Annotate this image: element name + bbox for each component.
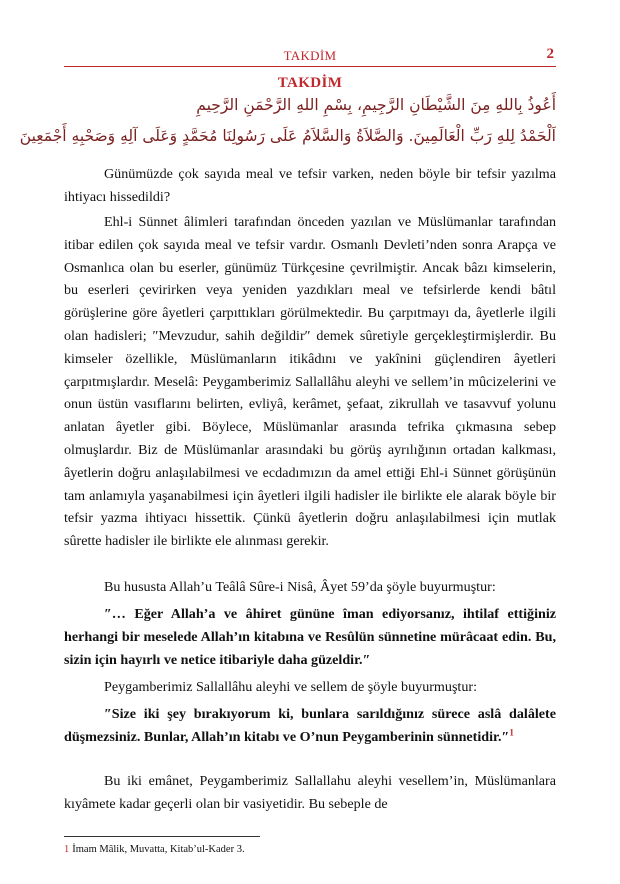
hadith-quote-text: ″Size iki şey bırakıyorum ki, bunlara sarıldığınız sürece aslâ dalâlete düşmezsiniz. Bunlar, Allah’ın kitabı ve O’nun Peygamberinin sünnetidir.″ [64, 706, 556, 745]
body-paragraph-3-text: Peygamberimiz Sallallâhu aleyhi ve sellem de şöyle buyurmuştur: [104, 679, 478, 695]
header-rule [64, 66, 556, 67]
arabic-invocation-line-1: أَعُوذُ بِاللهِ مِنَ الشَّيْطَانِ الرَّجِيمِ، بِسْمِ اللهِ الرَّحْمَنِ الرَّحِيمِ [196, 96, 556, 114]
body-paragraph-2 [64, 576, 556, 599]
footnote-reference[interactable]: 1 [509, 727, 514, 738]
footnote-text: İmam Mâlik, Muvatta, Kitab’ul-Kader 3. [72, 844, 245, 855]
body-paragraph-4 [64, 770, 556, 816]
footnote-number: 1 [64, 844, 70, 855]
hadith-quote [64, 703, 556, 749]
intro-question-paragraph [64, 163, 556, 209]
body-paragraph-1 [64, 211, 556, 553]
arabic-invocation-line-2: اَلْحَمْدُ لِلهِ رَبِّ الْعَالَمِينَ. وَالصَّلاَةُ وَالسَّلاَمُ عَلَى رَسُولِنَا مُحَمَّدٍ وَعَلَى آلِهِ وَصَحْبِهِ أَجْمَعِينَ [19, 127, 556, 145]
footnote [64, 843, 556, 857]
quranic-verse-text: ″… Eğer Allah’a ve âhiret gününe îman ediyorsanız, ihtilaf ettiğiniz herhangi bir meselede Allah’ın kitabına ve Resûlün sünnetine mürâcaat edin. Bu, sizin için hayırlı ve netice itibariyle daha güzeldir.″ [64, 606, 556, 668]
running-header [64, 47, 556, 67]
running-header-title: TAKDİM [283, 48, 337, 63]
page-number: 2 [546, 46, 554, 62]
body-paragraph-2-text: Bu hususta Allah’u Teâlâ Sûre-i Nisâ, Âyet 59’da şöyle buyurmuştur: [104, 579, 496, 595]
section-title: TAKDİM [277, 75, 343, 91]
footnote-rule [64, 836, 260, 837]
body-paragraph-4-text: Bu iki emânet, Peygamberimiz Sallallahu aleyhi vesellem’in, Müslümanlara kıyâmete kadar geçerli olan bir vasiyetidir. Bu sebeple de [64, 773, 556, 812]
body-paragraph-3 [64, 676, 556, 699]
quranic-verse-quote [64, 603, 556, 671]
body-paragraph-1-text: Ehl-i Sünnet âlimleri tarafından önceden yazılan ve Müslümanlar tarafından itibar edilen çok sayıda meal ve tefsir vardır. Osmanlı Devleti’nden sonra Arapça ve Osmanlıca olan bu eserler, günümüz Türkçesine çevrilmiştir. Ancak bâzı kimselerin, bu eserleri çevirirken veya yeniden yazdıkları meal ve tefsirlerde kendi bâtıl görüşlerine göre âyetleri çarpıttıkları görülmektedir. Bu çarpıtmayı da, âyetlerle ilgili olan hadisleri; ″Mevzudur, sahih değildir″ demek sûretiyle gerçekleştirmişlerdir. Bu kimseler özellikle, Müslümanların itikâdını ve yakînini güçlendiren âyetleri çarpıtmışlardır. Meselâ: Peygamberimiz Sallallâhu aleyhi ve sellem’in mûcizelerini ve onun üstün vasıflarını belirten, evliyâ, kerâmet, şefaat, zikrullah ve tasavvuf yolunu anlatan âyetler gibi. Böylece, Müslümanlar arasında tefrika çıkmasına sebep olmuşlardır. Biz de Müslümanlar arasındaki bu görüş ayrılığının ortadan kalkması, âyetlerin doğru anlaşılabilmesi ve ecdadımızın da amel ettiği Ehl-i Sünnet görüşünün tam anlamıyla yaşanabilmesi için âyetleri ilgili hadisler ile birlikte ele alarak böyle bir tefsir yazma ihtiyacı hissettik. Çünkü âyetlerin doğru anlaşılabilmesi için mutlak sûrette hadisler ile birlikte ele alınması gerekir. [64, 214, 556, 550]
intro-question-text: Günümüzde çok sayıda meal ve tefsir varken, neden böyle bir tefsir yazılma ihtiyacı hissedildi? [64, 166, 556, 205]
